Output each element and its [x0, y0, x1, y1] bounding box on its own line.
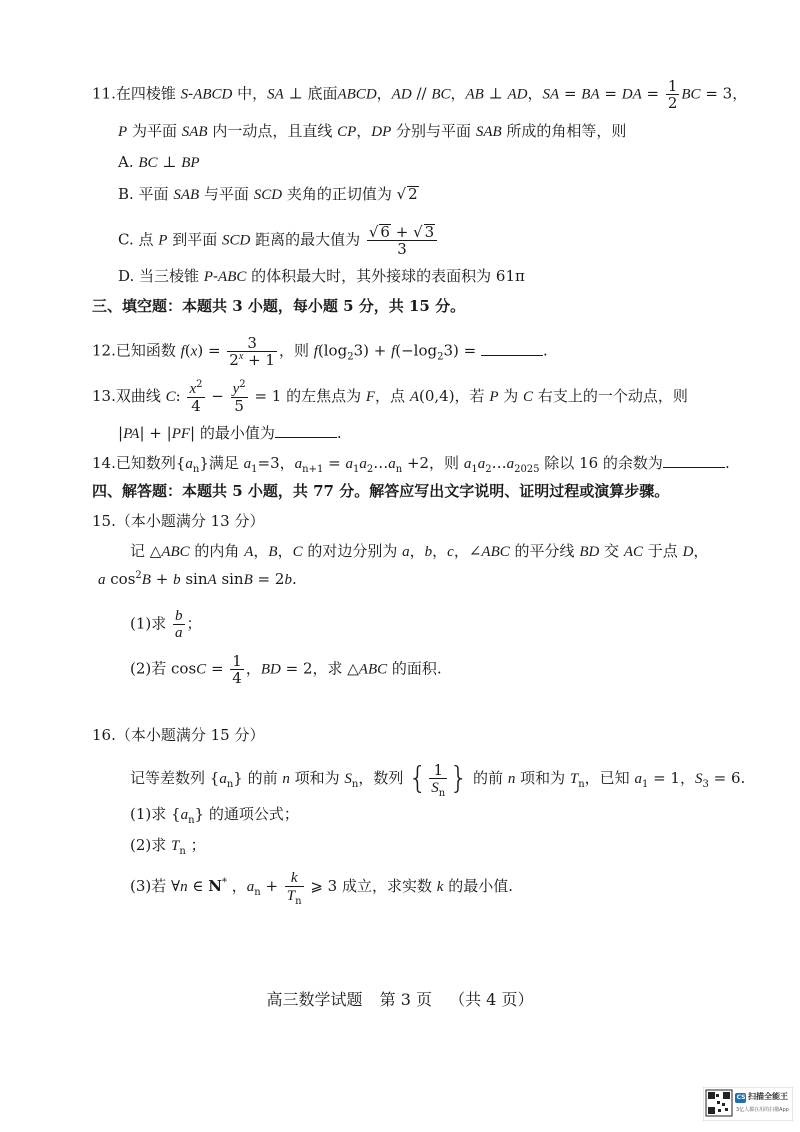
footer-title: 高三数学试题	[266, 990, 363, 1009]
q11-option-c: C. 点 P 到平面 SCD 距离的最大值为 $\frac{√ 6 + √ 3}{3}$	[118, 224, 439, 257]
stamp-sub: 3亿人都在用的扫描App	[736, 1107, 789, 1113]
q12-text: 12.已知函数 f(x) = $\frac{3}{2^x + 1}$ ，则 $f(\log_23) + f(-\log_23)$ = .	[92, 334, 548, 369]
q15-header: 15.（本小题满分 13 分）	[92, 512, 265, 530]
q11-stem-line2: P 为平面 SAB 内一动点，且直线 CP，DP 分别与平面 SAB 所成的角相等，则	[118, 122, 627, 140]
stamp-brand: 扫描全能王	[748, 1092, 788, 1101]
q16-part3: (3)若 ∀n ∈ N* ，$a_n$ + $\frac{k}{T_n}$ ⩾ 3 成立，求实数 k 的最小值.	[130, 870, 513, 907]
section4-title: 四、解答题：本题共 5 小题，共 77 分。解答应写出文字说明、证明过程或演算步骤。	[92, 482, 670, 500]
section3-title: 三、填空题：本题共 3 小题，每小题 5 分，共 15 分。	[92, 297, 466, 315]
q13-line2: |PA| + |PF| 的最小值为 .	[118, 424, 342, 442]
stamp-badge: CS	[736, 1094, 746, 1101]
q11-stem-line1: 11.在四棱锥 S-ABCD 中，SA ⊥ 底面ABCD，AD // BC，AB ⊥ AD，SA = BA = DA = $\frac{1}{2}$ BC = 3，	[92, 77, 748, 112]
q14-text: 14.已知数列$\{a_n\}$满足 $a_1=3$，$a_{n+1}$ = $a_1a_2\dots a_n +2$，则 $a_1a_2\dots a_{2025}$ 除以 16 的余数为 .	[92, 454, 730, 475]
q11-option-d: D. 当三棱锥 P-ABC 的体积最大时，其外接球的表面积为 61π	[118, 267, 525, 285]
scanner-stamp	[703, 1087, 793, 1121]
q11-option-b: B. 平面 SAB 与平面 SCD 夹角的正切值为 √ 2	[118, 185, 418, 203]
footer-total: （共 4 页）	[449, 990, 534, 1009]
q11-option-a: A. BC ⊥ BP	[118, 153, 200, 171]
q15-part2: (2)若 cosC = $\frac{1}{4}$ ，BD = 2，求 △ABC 的面积.	[130, 652, 442, 687]
q16-part1: (1)求 $\{a_n\}$ 的通项公式；	[130, 805, 299, 826]
q15-line1: 记 △ABC 的内角 A，B，C 的对边分别为 a，b，c，∠ABC 的平分线 BD 交 AC 于点 D，	[130, 542, 709, 560]
q16-part2: (2)求 $T_n$ ；	[130, 836, 206, 857]
q16-header: 16.（本小题满分 15 分）	[92, 726, 265, 744]
q15-part1: (1)求 $\frac{b}{a}$ ；	[130, 608, 202, 641]
page-footer	[0, 987, 800, 1010]
q15-line2: a $\cos^2B + b$ sinA sinB = 2b.	[98, 570, 297, 588]
footer-page: 第 3 页	[379, 990, 432, 1009]
q16-line1: 记等差数列 $\{a_n\}$ 的前 n 项和为 $S_n$，数列 { $\frac{1}{S_n}$ } 的前 n 项和为 $T_n$，已知 $a_1 = 1$，$S_3 = 6$.	[130, 761, 746, 799]
q13-line1: 13.双曲线 C: $\frac{x^2}{4}$ − $\frac{y^2}{5}$ = 1 的左焦点为 F，点 A(0,4)，若 P 为 C 右支上的一个动点，则	[92, 379, 688, 415]
